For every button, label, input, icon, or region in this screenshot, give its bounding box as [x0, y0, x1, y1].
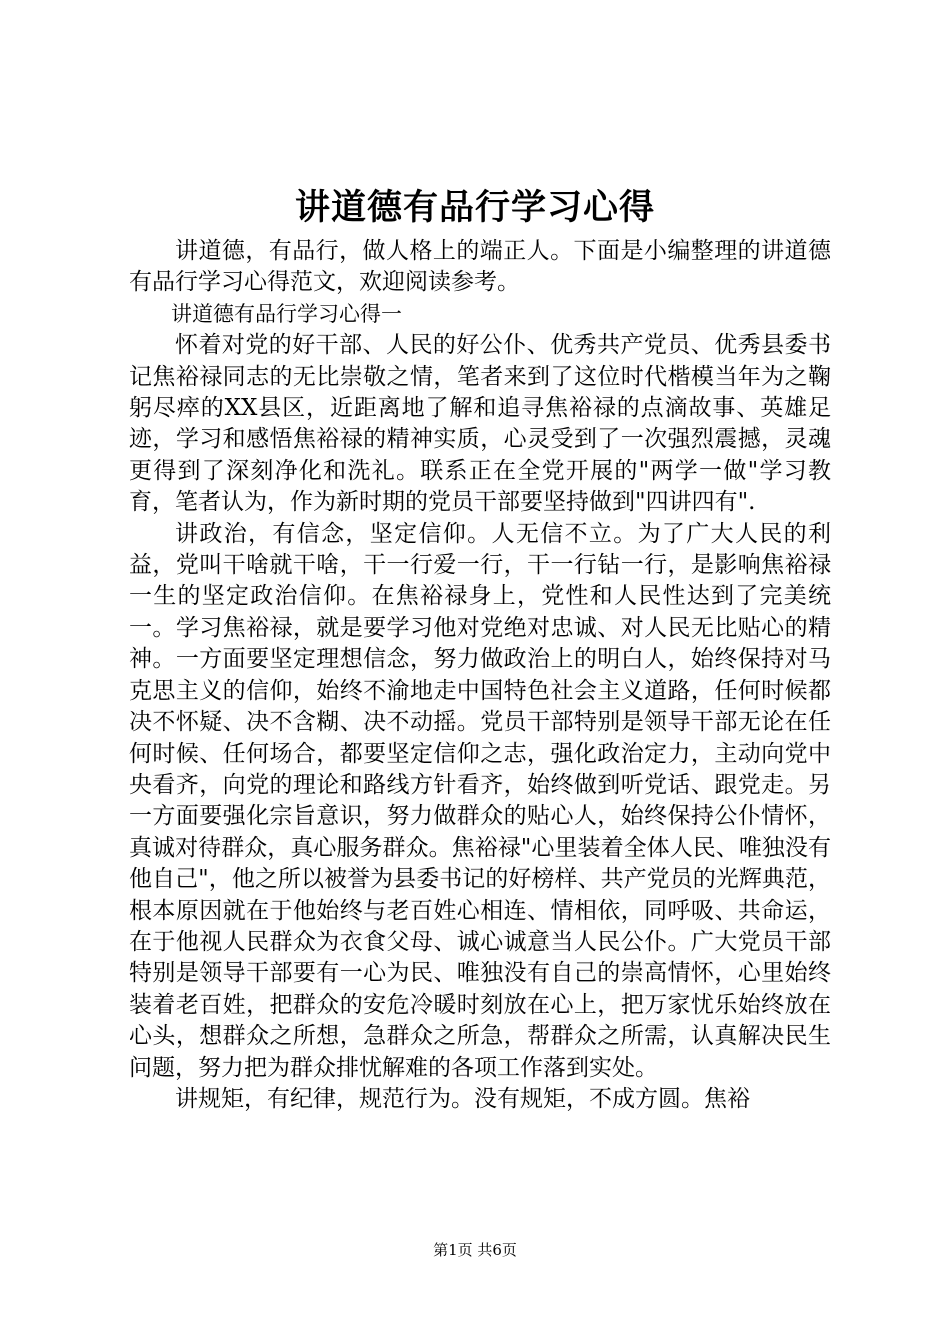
body-paragraph: 讲政治，有信念，坚定信仰。人无信不立。为了广大人民的利益，党叫干啥就干啥，干一行爱一行，干一行钻一行，是影响焦裕禄一生的坚定政治信仰。在焦裕禄身上，党性和人民性达到了完美统一。学习焦裕禄，就是要学习他对党绝对忠诚、对人民无比贴心的精神。一方面要坚定理想信念，努力做政治上的明白人，始终保持对马克思主义的信仰，始终不渝地走中国特色社会主义道路，任何时候都决不怀疑、决不含糊、决不动摇。党员干部特别是领导干部无论在任何时候、任何场合，都要坚定信仰之志，强化政治定力，主动向党中央看齐，向党的理论和路线方针看齐，始终做到听党话、跟党走。另一方面要强化宗旨意识，努力做群众的贴心人，始终保持公仆情怀，真诚对待群众，真心服务群众。焦裕禄"心里装着全体人民、唯独没有他自己"，他之所以被誉为县委书记的好榜样、共产党员的光辉典范，根本原因就在于他始终与老百姓心相连、情相依，同呼吸、共命运，在于他视人民群众为衣食父母、诚心诚意当人民公仆。广大党员干部特别是领导干部要有一心为民、唯独没有自己的崇高情怀，心里始终装着老百姓，把群众的安危冷暖时刻放在心上，把万家忧乐始终放在心头，想群众之所想，急群众之所急，帮群众之所需，认真解决民生问题，努力把为群众排忧解难的各项工作落到实处。	[129, 520, 831, 1081]
document-body	[129, 236, 831, 1115]
page-footer: 第1页 共6页	[433, 1241, 517, 1259]
body-paragraph: 讲规矩，有纪律，规范行为。没有规矩，不成方圆。焦裕	[175, 1085, 750, 1112]
body-paragraph: 怀着对党的好干部、人民的好公仆、优秀共产党员、优秀县委书记焦裕禄同志的无比崇敬之情，笔者来到了这位时代楷模当年为之鞠躬尽瘁的XX县区，近距离地了解和追寻焦裕禄的点滴故事、英雄足迹，学习和感悟焦裕禄的精神实质，心灵受到了一次强烈震撼，灵魂更得到了深刻净化和洗礼。联系正在全党开展的"两学一做"学习教育，笔者认为，作为新时期的党员干部要坚持做到"四讲四有".	[129, 332, 831, 516]
document-title: 讲道德有品行学习心得	[294, 187, 655, 228]
section-heading: 讲道德有品行学习心得一	[171, 301, 402, 326]
intro-paragraph: 讲道德，有品行，做人格上的端正人。下面是小编整理的讲道德有品行学习心得范文，欢迎阅读参考。	[129, 238, 831, 296]
